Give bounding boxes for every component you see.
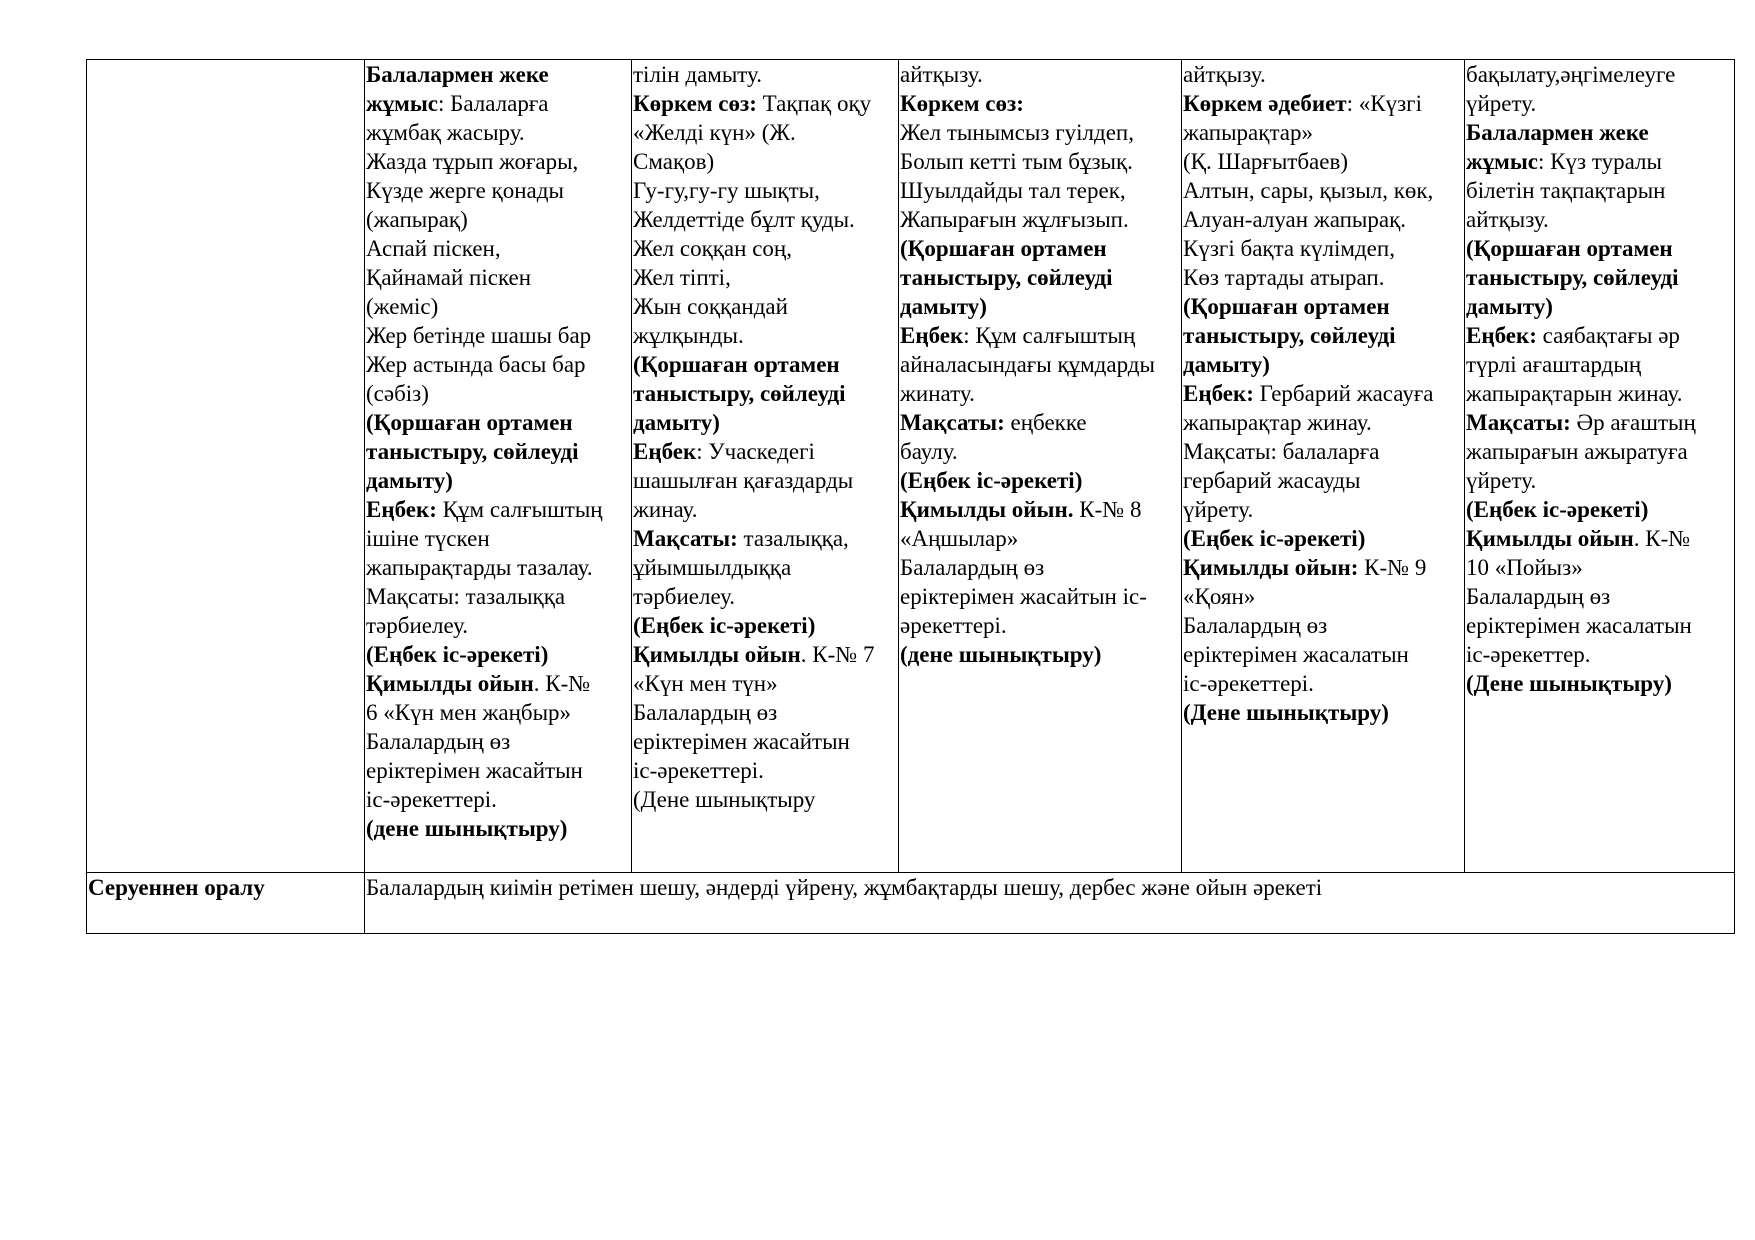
text-run: ұйымшылдыққа xyxy=(633,555,792,580)
text-run: әрекеттері. xyxy=(900,613,1007,638)
bold-text-run: таныстыру, сөйлеуді xyxy=(1183,323,1396,348)
bold-text-run: (дене шынықтыру) xyxy=(366,816,568,841)
text-run: Жын соққандай xyxy=(633,294,788,319)
text-run: Күзгі бақта күлімдеп, xyxy=(1183,236,1395,261)
cell-line xyxy=(366,176,631,205)
text-run: (сәбіз) xyxy=(366,381,429,406)
bold-text-run: таныстыру, сөйлеуді xyxy=(1466,265,1679,290)
cell-line xyxy=(366,408,631,437)
text-run: айтқызу. xyxy=(1466,207,1549,232)
row-label-cell-empty xyxy=(87,60,365,873)
cell-line xyxy=(1183,89,1464,118)
bold-text-run: Көркем сөз: xyxy=(900,91,1024,116)
cell-line xyxy=(633,205,898,234)
bold-text-run: (Еңбек іс-әрекеті) xyxy=(1466,497,1649,522)
bold-text-run: Еңбек xyxy=(900,323,964,348)
cell-line xyxy=(1466,89,1734,118)
cell-line xyxy=(900,147,1181,176)
text-run: баулу. xyxy=(900,439,958,464)
cell-line xyxy=(900,321,1181,350)
text-run: 6 «Күн мен жаңбыр» xyxy=(366,700,572,725)
cell-line xyxy=(1466,611,1734,640)
cell-line xyxy=(1466,176,1734,205)
cell-line xyxy=(1466,292,1734,321)
cell-line xyxy=(1183,118,1464,147)
bold-text-run: Еңбек: xyxy=(1183,381,1254,406)
text-run: Аспай піскен, xyxy=(366,236,501,261)
cell-line xyxy=(900,408,1181,437)
cell-line xyxy=(633,495,898,524)
summary-text: Балалардың киімін ретімен шешу, әндерді үйрену, жұмбақтарды шешу, дербес және ойын әрекеті xyxy=(366,875,1323,900)
bold-text-run: Балалармен жеке xyxy=(1466,120,1649,145)
text-run: еріктерімен жасалатын xyxy=(1183,642,1409,667)
cell-line xyxy=(900,379,1181,408)
text-run: жапырақтарын жинау. xyxy=(1466,381,1683,406)
cell-line xyxy=(900,89,1181,118)
bold-text-run: жұмыс xyxy=(366,91,439,116)
cell-line xyxy=(633,553,898,582)
text-run: Жазда тұрып жоғары, xyxy=(366,149,579,174)
cell-line xyxy=(1183,408,1464,437)
text-run: еріктерімен жасалатын xyxy=(1466,613,1692,638)
cell-line xyxy=(366,60,631,89)
bold-text-run: (Еңбек іс-әрекеті) xyxy=(900,468,1083,493)
text-run: еріктерімен жасайтын xyxy=(366,758,583,783)
cell-line xyxy=(1466,466,1734,495)
cell-line xyxy=(1183,553,1464,582)
cell-line xyxy=(366,234,631,263)
bold-text-run: жұмыс xyxy=(1466,149,1539,174)
cell-line xyxy=(1183,611,1464,640)
cell-line xyxy=(366,118,631,147)
bold-text-run: Қимылды ойын: xyxy=(1183,555,1359,580)
bold-text-run: (Қоршаған ортамен xyxy=(633,352,840,377)
table-row xyxy=(87,873,1735,934)
cell-line xyxy=(366,640,631,669)
cell-line xyxy=(900,466,1181,495)
cell-line xyxy=(366,698,631,727)
text-run: іс-әрекеттері. xyxy=(366,787,497,812)
text-run: үйрету. xyxy=(1466,468,1537,493)
bold-text-run: (Дене шынықтыру) xyxy=(1183,700,1389,725)
cell-line xyxy=(633,524,898,553)
text-run: Көз тартады атырап. xyxy=(1183,265,1385,290)
text-run: Балалардың өз xyxy=(900,555,1045,580)
cell-line xyxy=(900,60,1181,89)
bold-text-run: таныстыру, сөйлеуді xyxy=(900,265,1113,290)
text-run: жинату. xyxy=(900,381,975,406)
text-run: Гербарий жасауға xyxy=(1253,381,1434,406)
cell-line xyxy=(1466,408,1734,437)
cell-line xyxy=(633,785,898,814)
text-run: жапырақтарды тазалау. xyxy=(366,555,593,580)
cell-line xyxy=(366,437,631,466)
cell-line xyxy=(1183,60,1464,89)
text-run: Мақсаты: тазалыққа xyxy=(366,584,566,609)
cell-line xyxy=(366,553,631,582)
text-run: Балалардың өз xyxy=(366,729,511,754)
cell-line xyxy=(1183,176,1464,205)
cell-line xyxy=(366,263,631,292)
bold-text-run: (Еңбек іс-әрекеті) xyxy=(1183,526,1366,551)
cell-line xyxy=(633,89,898,118)
cell-line xyxy=(1466,379,1734,408)
text-run: (жеміс) xyxy=(366,294,439,319)
bold-text-run: дамыту) xyxy=(633,410,720,435)
cell-line xyxy=(900,350,1181,379)
cell-line xyxy=(1466,205,1734,234)
cell-line xyxy=(633,118,898,147)
cell-line xyxy=(900,611,1181,640)
bold-text-run: дамыту) xyxy=(900,294,987,319)
text-run: айтқызу. xyxy=(1183,62,1266,87)
bold-text-run: Еңбек: xyxy=(1466,323,1537,348)
cell-line xyxy=(1466,669,1734,698)
text-run: Балалардың өз xyxy=(1466,584,1611,609)
text-run: 10 «Пойыз» xyxy=(1466,555,1583,580)
cell-line xyxy=(1466,147,1734,176)
cell-line xyxy=(633,582,898,611)
bold-text-run: Еңбек: xyxy=(366,497,437,522)
cell-line xyxy=(633,147,898,176)
cell-line xyxy=(1466,118,1734,147)
cell-line xyxy=(633,408,898,437)
text-run: түрлі ағаштардың xyxy=(1466,352,1642,377)
cell-line xyxy=(900,582,1181,611)
day-cell xyxy=(899,60,1182,873)
text-run: жапырағын ажыратуға xyxy=(1466,439,1688,464)
text-run: тілін дамыту. xyxy=(633,62,762,87)
cell-line xyxy=(633,350,898,379)
text-run: еріктерімен жасайтын xyxy=(633,729,850,754)
bold-text-run: таныстыру, сөйлеуді xyxy=(633,381,846,406)
cell-line xyxy=(1183,582,1464,611)
text-run: ішіне түскен xyxy=(366,526,490,551)
text-run: Балалардың өз xyxy=(1183,613,1328,638)
day-cell xyxy=(632,60,899,873)
cell-line xyxy=(633,379,898,408)
cell-line xyxy=(1183,466,1464,495)
bold-text-run: Мақсаты: xyxy=(1466,410,1571,435)
cell-line xyxy=(1466,582,1734,611)
cell-line xyxy=(1183,698,1464,727)
cell-line xyxy=(1183,205,1464,234)
cell-line xyxy=(366,321,631,350)
text-run: жұмбақ жасыру. xyxy=(366,120,525,145)
cell-line xyxy=(900,495,1181,524)
bold-text-run: (Еңбек іс-әрекеті) xyxy=(366,642,549,667)
cell-line xyxy=(633,437,898,466)
cell-line xyxy=(366,669,631,698)
day-cell xyxy=(365,60,632,873)
bold-text-run: (Қоршаған ортамен xyxy=(900,236,1107,261)
text-run: Жер астында басы бар xyxy=(366,352,586,377)
cell-line xyxy=(366,147,631,176)
text-run: Жапырағын жұлғызып. xyxy=(900,207,1129,232)
bold-text-run: Қимылды ойын xyxy=(633,642,801,667)
cell-line xyxy=(366,379,631,408)
row-label: Серуеннен оралу xyxy=(88,875,265,900)
text-run: Жел тынымсыз гуілдеп, xyxy=(900,120,1134,145)
cell-line xyxy=(633,292,898,321)
text-run: Әр ағаштың xyxy=(1570,410,1696,435)
bold-text-run: Мақсаты: xyxy=(633,526,738,551)
bold-text-run: Балалармен жеке xyxy=(366,62,549,87)
cell-line xyxy=(1183,263,1464,292)
cell-line xyxy=(1466,350,1734,379)
cell-line xyxy=(633,466,898,495)
cell-line xyxy=(633,698,898,727)
text-run: іс-әрекеттері. xyxy=(633,758,764,783)
bold-text-run: (Қоршаған ортамен xyxy=(1183,294,1390,319)
summary-cell xyxy=(365,873,1735,934)
text-run: білетін тақпақтарын xyxy=(1466,178,1666,203)
text-run: «Аңшылар» xyxy=(900,526,1019,551)
text-run: жапырақтар жинау. xyxy=(1183,410,1372,435)
cell-line xyxy=(633,234,898,263)
text-run: . К-№ 7 xyxy=(800,642,875,667)
cell-line xyxy=(1466,263,1734,292)
cell-line xyxy=(366,205,631,234)
cell-line xyxy=(633,611,898,640)
cell-line xyxy=(633,640,898,669)
cell-line xyxy=(900,524,1181,553)
cell-line xyxy=(633,756,898,785)
text-run: айналасындағы құмдарды xyxy=(900,352,1155,377)
text-run: Жел тіпті, xyxy=(633,265,731,290)
bold-text-run: дамыту) xyxy=(1183,352,1270,377)
bold-text-run: (Еңбек іс-әрекеті) xyxy=(633,613,816,638)
row-label-cell xyxy=(87,873,365,934)
bold-text-run: (Қоршаған ортамен xyxy=(366,410,573,435)
bold-text-run: Көркем сөз: xyxy=(633,91,757,116)
text-run: Болып кетті тым бұзық. xyxy=(900,149,1133,174)
cell-line xyxy=(1466,553,1734,582)
day-cell xyxy=(1182,60,1465,873)
cell-line xyxy=(900,118,1181,147)
text-run: тәрбиелеу. xyxy=(633,584,736,609)
text-run: . К-№ xyxy=(533,671,591,696)
text-run: (Қ. Шарғытбаев) xyxy=(1183,149,1348,174)
text-run: Гу-гу,гу-гу шықты, xyxy=(633,178,820,203)
cell-line xyxy=(633,176,898,205)
cell-line xyxy=(1183,147,1464,176)
text-run: гербарий жасауды xyxy=(1183,468,1361,493)
cell-line xyxy=(1183,234,1464,263)
text-run: Мақсаты: балаларға xyxy=(1183,439,1380,464)
text-run: іс-әрекеттері. xyxy=(1183,671,1314,696)
text-run: (Дене шынықтыру xyxy=(633,787,816,812)
text-run: (жапырақ) xyxy=(366,207,468,232)
cell-line xyxy=(900,292,1181,321)
text-run: бақылату,әңгімелеуге xyxy=(1466,62,1676,87)
text-run: тәрбиелеу. xyxy=(366,613,469,638)
weekly-plan-table xyxy=(86,59,1735,934)
cell-line xyxy=(366,524,631,553)
cell-line xyxy=(633,263,898,292)
bold-text-run: дамыту) xyxy=(1466,294,1553,319)
text-run: іс-әрекеттер. xyxy=(1466,642,1591,667)
cell-line xyxy=(366,582,631,611)
cell-line xyxy=(633,727,898,756)
cell-line xyxy=(1466,437,1734,466)
text-run: Шуылдайды тал терек, xyxy=(900,178,1126,203)
bold-text-run: (Дене шынықтыру) xyxy=(1466,671,1672,696)
bold-text-run: Қимылды ойын. xyxy=(900,497,1074,522)
text-run: жапырақтар» xyxy=(1183,120,1313,145)
text-run: еңбекке xyxy=(1004,410,1087,435)
cell-line xyxy=(1183,495,1464,524)
text-run: Алтын, сары, қызыл, көк, xyxy=(1183,178,1434,203)
cell-line xyxy=(1183,524,1464,553)
text-run: Күзде жерге қонады xyxy=(366,178,564,203)
table-row xyxy=(87,60,1735,873)
bold-text-run: Еңбек xyxy=(633,439,697,464)
text-run: Смақов) xyxy=(633,149,715,174)
text-run: Алуан-алуан жапырақ. xyxy=(1183,207,1407,232)
text-run: тазалыққа, xyxy=(737,526,849,551)
cell-line xyxy=(1466,321,1734,350)
text-run: Тақпақ оқу xyxy=(756,91,872,116)
cell-line xyxy=(900,263,1181,292)
text-run: жұлқынды. xyxy=(633,323,744,348)
cell-line xyxy=(633,60,898,89)
bold-text-run: (дене шынықтыру) xyxy=(900,642,1102,667)
cell-line xyxy=(366,785,631,814)
bold-text-run: Мақсаты: xyxy=(900,410,1005,435)
bold-text-run: (Қоршаған ортамен xyxy=(1466,236,1673,261)
day-cell xyxy=(1465,60,1735,873)
cell-line xyxy=(1183,350,1464,379)
cell-line xyxy=(1183,437,1464,466)
cell-line xyxy=(1466,60,1734,89)
cell-line xyxy=(900,553,1181,582)
cell-line xyxy=(900,437,1181,466)
cell-line xyxy=(366,611,631,640)
text-run: : Учаскедегі xyxy=(696,439,815,464)
cell-line xyxy=(366,727,631,756)
text-run: К-№ 8 xyxy=(1073,497,1142,522)
text-run: Жер бетінде шашы бар xyxy=(366,323,592,348)
text-run: жинау. xyxy=(633,497,698,522)
cell-line xyxy=(366,756,631,785)
text-run: «Желді күн» (Ж. xyxy=(633,120,796,145)
cell-line xyxy=(1183,640,1464,669)
text-run: «Қоян» xyxy=(1183,584,1256,609)
bold-text-run: Қимылды ойын xyxy=(1466,526,1634,551)
text-run: шашылған қағаздарды xyxy=(633,468,854,493)
cell-line xyxy=(1466,640,1734,669)
text-run: : Балаларға xyxy=(438,91,549,116)
text-run: айтқызу. xyxy=(900,62,983,87)
text-run: Қайнамай піскен xyxy=(366,265,532,290)
text-run: үйрету. xyxy=(1466,91,1537,116)
bold-text-run: дамыту) xyxy=(366,468,453,493)
cell-line xyxy=(1466,234,1734,263)
cell-line xyxy=(1183,379,1464,408)
cell-line xyxy=(633,321,898,350)
cell-line xyxy=(366,350,631,379)
text-run: «Күн мен түн» xyxy=(633,671,778,696)
cell-line xyxy=(366,466,631,495)
cell-line xyxy=(900,176,1181,205)
cell-line xyxy=(366,89,631,118)
text-run: саябақтағы әр xyxy=(1536,323,1680,348)
cell-line xyxy=(1466,495,1734,524)
cell-line xyxy=(1183,292,1464,321)
cell-line xyxy=(900,640,1181,669)
text-run: . К-№ xyxy=(1633,526,1691,551)
text-run: К-№ 9 xyxy=(1358,555,1427,580)
cell-line xyxy=(1183,321,1464,350)
text-run: : «Күзгі xyxy=(1346,91,1422,116)
text-run: үйрету. xyxy=(1183,497,1254,522)
cell-line xyxy=(366,495,631,524)
text-run: : Құм салғыштың xyxy=(963,323,1136,348)
cell-line xyxy=(1466,524,1734,553)
cell-line xyxy=(1183,669,1464,698)
cell-line xyxy=(900,205,1181,234)
text-run: : Күз туралы xyxy=(1538,149,1662,174)
bold-text-run: таныстыру, сөйлеуді xyxy=(366,439,579,464)
text-run: Жел соққан соң, xyxy=(633,236,792,261)
text-run: еріктерімен жасайтын іс- xyxy=(900,584,1147,609)
cell-line xyxy=(633,669,898,698)
bold-text-run: Көркем әдебиет xyxy=(1183,91,1347,116)
cell-line xyxy=(366,292,631,321)
text-run: Желдеттіде бұлт қуды. xyxy=(633,207,855,232)
cell-line xyxy=(900,234,1181,263)
text-run: Құм салғыштың xyxy=(436,497,603,522)
cell-line xyxy=(366,814,631,843)
text-run: Балалардың өз xyxy=(633,700,778,725)
bold-text-run: Қимылды ойын xyxy=(366,671,534,696)
